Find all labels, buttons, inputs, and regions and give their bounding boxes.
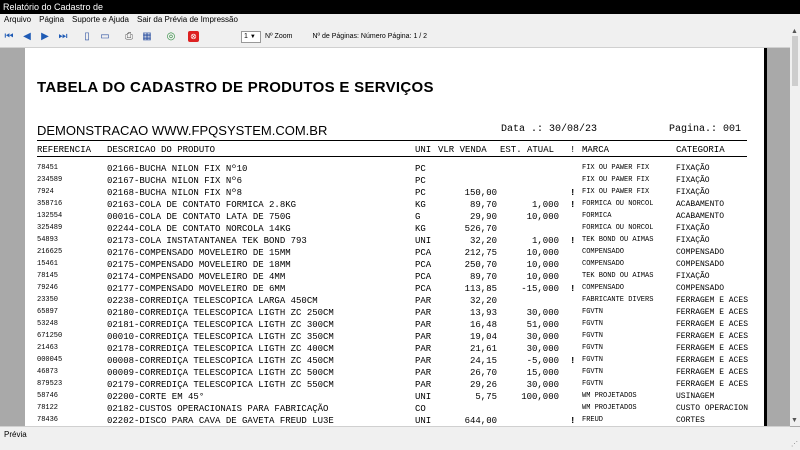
table-row xyxy=(25,164,767,176)
cell-vlr: 24,15 xyxy=(469,356,497,366)
cell-cat: CUSTO OPERACION xyxy=(676,404,749,413)
print-icon[interactable]: ▦ xyxy=(142,31,152,42)
cell-uni: PAR xyxy=(415,344,432,354)
cell-uni: PAR xyxy=(415,356,432,366)
cell-vlr: 113,85 xyxy=(464,284,497,294)
table-row xyxy=(25,224,767,236)
cell-est: -5,000 xyxy=(526,356,559,366)
cell-marca: WM PROJETADOS xyxy=(582,392,637,400)
cell-desc: 02176-COMPENSADO MOVELEIRO DE 15MM xyxy=(107,248,291,258)
col-head-ref: REFERENCIA xyxy=(37,145,92,155)
cell-cat: FERRAGEM E ACES xyxy=(676,368,749,377)
cell-marca: FGVTN xyxy=(582,368,604,376)
cell-vlr: 89,70 xyxy=(469,200,497,210)
scroll-thumb[interactable] xyxy=(792,36,798,86)
cell-desc: 02177-COMPENSADO MOVELEIRO DE 6MM xyxy=(107,284,286,294)
cell-vlr: 29,26 xyxy=(469,380,497,390)
cell-marca: COMPENSADO xyxy=(582,260,625,268)
cell-ref: 54893 xyxy=(37,236,59,244)
cell-cat: USINAGEM xyxy=(676,392,715,401)
cell-marca: FIX OU PAWER FIX xyxy=(582,164,650,172)
table-row xyxy=(25,248,767,260)
report-page xyxy=(25,48,767,426)
cell-desc: 02167-BUCHA NILON FIX Nº6 xyxy=(107,176,243,186)
cell-uni: PC xyxy=(415,188,426,198)
cell-marca: COMPENSADO xyxy=(582,284,625,292)
status-text: Prévia xyxy=(4,430,27,439)
cell-ref: 7924 xyxy=(37,188,54,196)
cell-marca: TEK BOND OU AIMAS xyxy=(582,236,654,244)
col-head-desc: DESCRICAO DO PRODUTO xyxy=(107,145,216,155)
cell-cat: FIXAÇÃO xyxy=(676,224,710,233)
cell-marca: FIX OU PAWER FIX xyxy=(582,188,650,196)
page-width-icon[interactable]: ▯ xyxy=(84,31,90,42)
status-bar xyxy=(0,427,800,450)
whole-page-icon[interactable]: ▭ xyxy=(100,31,110,42)
cell-vlr: 89,70 xyxy=(469,272,497,282)
report-title: TABELA DO CADASTRO DE PRODUTOS E SERVIÇOS xyxy=(37,79,434,96)
cell-cat: FIXAÇÃO xyxy=(676,272,710,281)
cell-est: 30,000 xyxy=(526,344,559,354)
cell-desc: 00009-CORREDIÇA TELESCOPICA LIGTH ZC 500CM xyxy=(107,368,334,378)
cell-ref: 78436 xyxy=(37,416,59,424)
cell-uni: PAR xyxy=(415,296,432,306)
cell-vlr: 29,90 xyxy=(469,212,497,222)
cell-uni: UNI xyxy=(415,392,432,402)
cell-est: 10,000 xyxy=(526,260,559,270)
cell-marca: FABRICANTE DIVERS xyxy=(582,296,654,304)
cell-est: -15,000 xyxy=(521,284,559,294)
cell-marca: FGVTN xyxy=(582,344,604,352)
cell-cat: FERRAGEM E ACES xyxy=(676,332,749,341)
cell-cat: FIXAÇÃO xyxy=(676,188,710,197)
table-row xyxy=(25,356,767,368)
cell-est: 30,000 xyxy=(526,308,559,318)
cell-desc: 02238-CORREDIÇA TELESCOPICA LARGA 450CM xyxy=(107,296,318,306)
table-row xyxy=(25,368,767,380)
report-page-number: Pagina.: 001 xyxy=(669,124,742,135)
cell-desc: 02175-COMPENSADO MOVELEIRO DE 18MM xyxy=(107,260,291,270)
cell-flag: ! xyxy=(570,284,576,294)
cell-marca: FORMICA OU NORCOL xyxy=(582,200,654,208)
cell-marca: FGVTN xyxy=(582,332,604,340)
table-row xyxy=(25,176,767,188)
cell-flag: ! xyxy=(570,200,576,210)
cell-vlr: 26,70 xyxy=(469,368,497,378)
cell-desc: 02200-CORTE EM 45° xyxy=(107,392,205,402)
cell-ref: 21463 xyxy=(37,344,59,352)
cell-cat: FERRAGEM E ACES xyxy=(676,296,749,305)
cell-desc: 02202-DISCO PARA CAVA DE GAVETA FREUD LU3E xyxy=(107,416,334,426)
cell-est: 1,000 xyxy=(531,200,559,210)
table-row xyxy=(25,416,767,426)
next-page-icon[interactable]: ▶ xyxy=(41,31,49,42)
menu-suporte[interactable]: Suporte e Ajuda xyxy=(72,15,129,24)
table-row xyxy=(25,404,767,416)
cell-desc: 02181-CORREDIÇA TELESCOPICA LIGTH ZC 300CM xyxy=(107,320,334,330)
col-head-marca: MARCA xyxy=(582,145,610,155)
last-page-icon[interactable]: ⏭ xyxy=(58,31,68,42)
cell-vlr: 526,70 xyxy=(464,224,497,234)
table-row xyxy=(25,212,767,224)
cell-marca: COMPENSADO xyxy=(582,248,625,256)
cell-cat: FERRAGEM E ACES xyxy=(676,308,749,317)
cell-ref: 879523 xyxy=(37,380,63,388)
cell-desc: 02182-CUSTOS OPERACIONAIS PARA FABRICAÇÃO xyxy=(107,404,329,414)
cell-ref: 358716 xyxy=(37,200,63,208)
cell-desc: 02173-COLA INSTATANTANEA TEK BOND 793 xyxy=(107,236,307,246)
scroll-up-icon[interactable]: ▲ xyxy=(791,28,798,35)
cell-cat: ACABAMENTO xyxy=(676,200,725,209)
pages-label: Nº de Páginas: Número Página: 1 / 2 xyxy=(312,33,428,40)
chevron-down-icon: ▼ xyxy=(249,33,256,40)
cell-est: 15,000 xyxy=(526,368,559,378)
cell-vlr: 21,61 xyxy=(469,344,497,354)
first-page-icon[interactable]: ⏮ xyxy=(4,31,14,42)
cell-uni: PAR xyxy=(415,332,432,342)
cell-uni: UNI xyxy=(415,416,432,426)
cell-flag: ! xyxy=(570,236,576,246)
print-setup-icon[interactable]: ⎙ xyxy=(125,31,133,42)
cell-cat: FERRAGEM E ACES xyxy=(676,380,749,389)
cell-ref: 671250 xyxy=(37,332,63,340)
cell-cat: FIXAÇÃO xyxy=(676,164,710,173)
cell-cat: COMPENSADO xyxy=(676,284,725,293)
cell-ref: 000045 xyxy=(37,356,63,364)
cell-marca: TEK BOND OU AIMAS xyxy=(582,272,654,280)
cell-uni: PC xyxy=(415,164,426,174)
cell-uni: PAR xyxy=(415,308,432,318)
cell-flag: ! xyxy=(570,416,576,426)
cell-cat: FERRAGEM E ACES xyxy=(676,320,749,329)
cell-cat: COMPENSADO xyxy=(676,260,725,269)
cell-desc: 02244-COLA DE CONTATO NORCOLA 14KG xyxy=(107,224,291,234)
cell-cat: FERRAGEM E ACES xyxy=(676,344,749,353)
cell-vlr: 16,48 xyxy=(469,320,497,330)
zoom-label: Nº Zoom xyxy=(265,33,293,40)
cell-uni: PAR xyxy=(415,368,432,378)
cell-cat: CORTES xyxy=(676,416,705,425)
cell-marca: FGVTN xyxy=(582,320,604,328)
cell-ref: 216625 xyxy=(37,248,63,256)
cell-vlr: 212,75 xyxy=(464,248,497,258)
cell-uni: KG xyxy=(415,224,426,234)
col-head-cat: CATEGORIA xyxy=(676,145,725,155)
cell-cat: FIXAÇÃO xyxy=(676,236,710,245)
cell-uni: PAR xyxy=(415,320,432,330)
cell-marca: FGVTN xyxy=(582,308,604,316)
cell-uni: PCA xyxy=(415,260,432,270)
cell-est: 100,000 xyxy=(521,392,559,402)
cell-ref: 15461 xyxy=(37,260,59,268)
cell-cat: ACABAMENTO xyxy=(676,212,725,221)
company-name: DEMONSTRACAO WWW.FPQSYSTEM.COM.BR xyxy=(37,123,328,138)
cell-est: 10,000 xyxy=(526,212,559,222)
window-title: Relatório do Cadastro de xyxy=(0,0,800,14)
export-icon[interactable]: ◎ xyxy=(166,31,176,42)
cell-ref: 325489 xyxy=(37,224,63,232)
cell-vlr: 150,00 xyxy=(464,188,497,198)
resize-grip-icon[interactable]: ⋰ xyxy=(791,441,798,448)
cell-ref: 79246 xyxy=(37,284,59,292)
col-head-est: EST. ATUAL xyxy=(500,145,555,155)
cell-ref: 58746 xyxy=(37,392,59,400)
menu-arquivo[interactable]: Arquivo xyxy=(4,15,32,24)
menu-bar xyxy=(0,14,800,26)
cell-desc: 00008-CORREDIÇA TELESCOPICA LIGTH ZC 450CM xyxy=(107,356,334,366)
table-row xyxy=(25,260,767,272)
zoom-select[interactable] xyxy=(241,31,261,43)
cell-desc: 02168-BUCHA NILON FIX Nº8 xyxy=(107,188,243,198)
cell-cat: FERRAGEM E ACES xyxy=(676,356,749,365)
cell-vlr: 250,70 xyxy=(464,260,497,270)
cell-vlr: 5,75 xyxy=(475,392,497,402)
cell-ref: 53248 xyxy=(37,320,59,328)
cell-vlr: 32,20 xyxy=(469,236,497,246)
table-row xyxy=(25,272,767,284)
cell-flag: ! xyxy=(570,356,576,366)
cell-ref: 23350 xyxy=(37,296,59,304)
cell-est: 10,000 xyxy=(526,272,559,282)
cell-uni: KG xyxy=(415,200,426,210)
table-row xyxy=(25,284,767,296)
zoom-value: 1 xyxy=(244,33,248,40)
cell-uni: PCA xyxy=(415,272,432,282)
cell-ref: 65897 xyxy=(37,308,59,316)
cell-uni: PAR xyxy=(415,380,432,390)
cell-marca: FREUD xyxy=(582,416,604,424)
cell-ref: 78451 xyxy=(37,164,59,172)
vertical-scrollbar[interactable] xyxy=(790,26,800,426)
cell-flag: ! xyxy=(570,188,576,198)
cell-desc: 02179-CORREDIÇA TELESCOPICA LIGTH ZC 550CM xyxy=(107,380,334,390)
cell-vlr: 19,04 xyxy=(469,332,497,342)
cell-est: 10,000 xyxy=(526,248,559,258)
prev-page-icon[interactable]: ◀ xyxy=(23,31,31,42)
col-head-vlr: VLR VENDA xyxy=(438,145,487,155)
table-row xyxy=(25,392,767,404)
toolbar xyxy=(0,26,800,48)
table-row xyxy=(25,188,767,200)
cell-uni: CO xyxy=(415,404,426,414)
cell-ref: 234589 xyxy=(37,176,63,184)
cell-est: 51,000 xyxy=(526,320,559,330)
cell-vlr: 13,93 xyxy=(469,308,497,318)
cell-est: 30,000 xyxy=(526,332,559,342)
cell-est: 1,000 xyxy=(531,236,559,246)
table-row xyxy=(25,332,767,344)
cell-desc: 00016-COLA DE CONTATO LATA DE 750G xyxy=(107,212,291,222)
cell-cat: FIXAÇÃO xyxy=(676,176,710,185)
cell-ref: 132554 xyxy=(37,212,63,220)
cell-ref: 78145 xyxy=(37,272,59,280)
header-rule-top xyxy=(37,140,747,141)
col-head-uni: UNI xyxy=(415,145,432,155)
cell-desc: 00010-CORREDIÇA TELESCOPICA LIGTH ZC 350CM xyxy=(107,332,334,342)
menu-sair-previa[interactable]: Sair da Prévia de Impressão xyxy=(136,15,238,24)
scroll-down-icon[interactable]: ▼ xyxy=(791,417,798,424)
cell-vlr: 644,00 xyxy=(464,416,497,426)
preview-viewport[interactable] xyxy=(0,48,790,426)
cell-marca: FGVTN xyxy=(582,380,604,388)
cell-desc: 02163-COLA DE CONTATO FORMICA 2.8KG xyxy=(107,200,297,210)
cell-marca: FORMICA xyxy=(582,212,612,220)
cell-cat: COMPENSADO xyxy=(676,248,725,257)
table-row xyxy=(25,200,767,212)
report-date: Data .: 30/08/23 xyxy=(501,124,598,135)
cell-desc: 02178-CORREDIÇA TELESCOPICA LIGTH ZC 400CM xyxy=(107,344,334,354)
table-row xyxy=(25,308,767,320)
cell-marca: FORMICA OU NORCOL xyxy=(582,224,654,232)
table-row xyxy=(25,320,767,332)
cell-ref: 78122 xyxy=(37,404,59,412)
cell-uni: PCA xyxy=(415,248,432,258)
cell-desc: 02174-COMPENSADO MOVELEIRO DE 4MM xyxy=(107,272,286,282)
table-row xyxy=(25,380,767,392)
cell-uni: PC xyxy=(415,176,426,186)
cell-desc: 02166-BUCHA NILON FIX Nº10 xyxy=(107,164,248,174)
close-preview-icon[interactable]: ⊗ xyxy=(188,31,199,42)
cell-desc: 02180-CORREDIÇA TELESCOPICA LIGTH ZC 250CM xyxy=(107,308,334,318)
cell-uni: UNI xyxy=(415,236,432,246)
cell-uni: G xyxy=(415,212,421,222)
table-row xyxy=(25,344,767,356)
table-row xyxy=(25,236,767,248)
menu-pagina[interactable]: Página xyxy=(39,15,65,24)
header-rule-bottom xyxy=(37,156,747,157)
cell-ref: 46873 xyxy=(37,368,59,376)
cell-marca: WM PROJETADOS xyxy=(582,404,637,412)
table-row xyxy=(25,296,767,308)
col-head-flag: ! xyxy=(570,145,576,155)
cell-marca: FIX OU PAWER FIX xyxy=(582,176,650,184)
cell-vlr: 32,20 xyxy=(469,296,497,306)
cell-est: 30,000 xyxy=(526,380,559,390)
cell-marca: FGVTN xyxy=(582,356,604,364)
cell-uni: PCA xyxy=(415,284,432,294)
